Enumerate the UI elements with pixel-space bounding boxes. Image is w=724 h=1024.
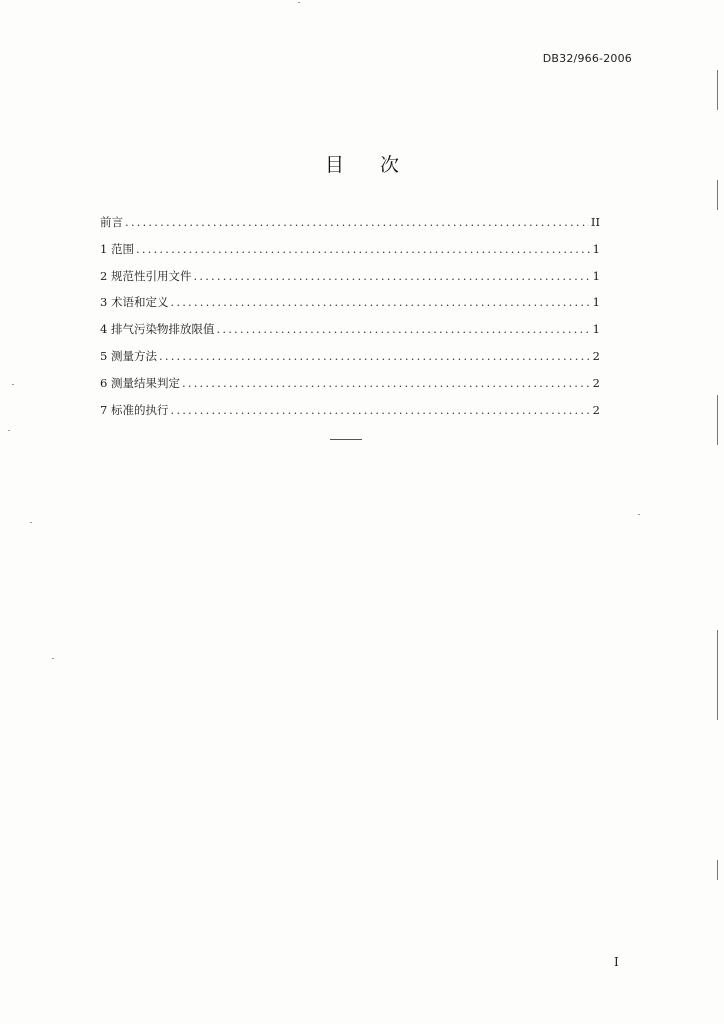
scan-speck [638,514,640,515]
toc-entry-label: 2 规范性引用文件 [100,268,192,283]
scan-edge-mark [717,70,718,110]
scan-edge-mark [717,180,718,210]
toc-entry-page: 1 [592,241,600,256]
toc-entry-scope[interactable] [100,241,600,268]
dot-leader [170,295,590,309]
scan-edge-mark [717,630,718,720]
toc-entry-label: 6 测量结果判定 [100,375,180,390]
dot-leader [159,349,591,363]
scan-speck [12,384,14,385]
toc-entry-normative-references[interactable] [100,268,600,295]
toc-entry-page: 1 [592,268,600,283]
toc-entry-label: 4 排气污染物排放限值 [100,322,215,337]
page-title [0,150,724,177]
toc-entry-label: 前言 [100,215,123,229]
dot-leader [125,215,589,229]
toc-entry-page: 1 [592,295,600,310]
title-char-1: 目 [324,154,344,176]
scan-speck [30,522,32,523]
scan-speck [8,430,10,431]
dot-leader [193,269,590,283]
document-code: DB32/966-2006 [542,52,632,65]
toc-entry-label: 1 范围 [100,241,134,256]
toc-entry-page: 2 [592,375,600,390]
toc-entry-page: 2 [592,402,600,417]
toc-entry-result-judgment[interactable] [100,375,600,402]
dot-leader [182,376,591,390]
scan-edge-mark [717,395,718,445]
toc-entry-page: II [590,215,600,229]
toc-entry-label: 7 标准的执行 [100,402,169,417]
toc-entry-label: 3 术语和定义 [100,295,169,310]
toc-entry-foreword[interactable] [100,214,600,241]
page-number: I [614,955,619,969]
toc-entry-page: 1 [592,322,600,337]
toc-entry-page: 2 [592,348,600,363]
dot-leader [170,403,590,417]
dot-leader [216,322,590,336]
toc-entry-terms-definitions[interactable] [100,294,600,321]
scan-speck [298,2,300,3]
end-divider [330,439,362,440]
title-char-2: 次 [380,154,400,176]
dot-leader [136,242,591,256]
toc-entry-label: 5 测量方法 [100,348,157,363]
table-of-contents [100,214,600,428]
scan-speck [52,658,54,659]
scan-edge-mark [717,860,718,880]
toc-entry-implementation[interactable] [100,402,600,429]
toc-entry-measurement-method[interactable] [100,348,600,375]
toc-entry-emission-limits[interactable] [100,321,600,348]
